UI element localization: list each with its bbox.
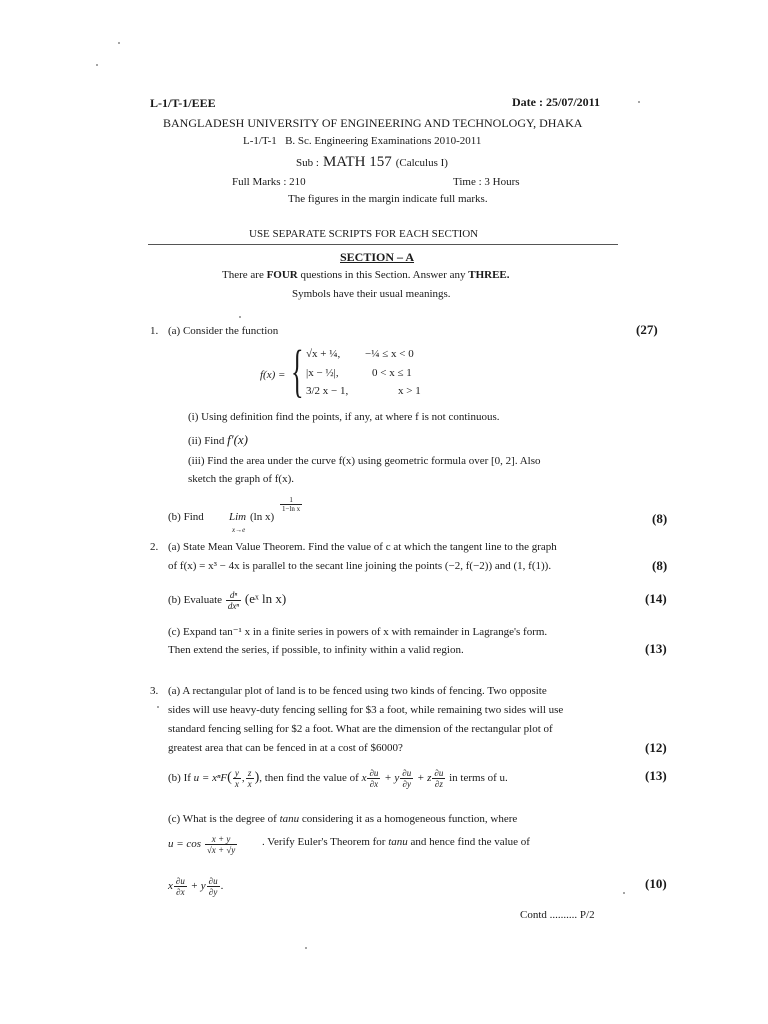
scan-speck [239, 316, 241, 318]
q3c-den: √x + √y [206, 845, 236, 855]
q2b-expr: (eˣ ln x) [244, 591, 287, 607]
q3b-end: in terms of u. [449, 772, 508, 785]
piecewise-case-1 [306, 348, 340, 360]
q3b-f1d: x [234, 779, 239, 789]
exam-time: Time : 3 Hours [453, 176, 520, 188]
q2c-line1: (c) Expand tan⁻¹ x in a finite series in powers of x with remainder in Lagrange's form. [168, 626, 548, 638]
q3c-plus-y: + y [190, 880, 206, 893]
exp-den: 1−ln x [282, 504, 301, 513]
subject-name: (Calculus I) [395, 157, 448, 169]
q3c-dot: . [220, 880, 224, 893]
q3b-d2n: ∂u [402, 768, 412, 778]
q3b-marks: (13) [645, 768, 667, 783]
q3b-d3n: ∂u [434, 768, 444, 778]
q3c-tanu: tanu [279, 813, 300, 825]
symbols-note: Symbols have their usual meanings. [292, 288, 451, 300]
q3c-e2n: ∂u [208, 876, 218, 886]
case3-cond: x > 1 [398, 385, 421, 397]
q3c-verify [262, 836, 530, 848]
scan-speck [96, 64, 98, 66]
q2b-pre: (b) Evaluate [168, 594, 223, 607]
q3b-mid: , then find the value of [259, 772, 359, 785]
scan-speck [638, 101, 640, 103]
full-marks: Full Marks : 210 [232, 176, 306, 188]
q3c-line1 [168, 813, 517, 825]
q2a-line1: (a) State Mean Value Theorem. Find the value of c at which the tangent line to the graph [168, 541, 557, 553]
answer-mid: questions in this Section. Answer any [300, 269, 466, 281]
piecewise-case-3 [306, 385, 348, 397]
q1b-exponent [279, 495, 303, 513]
subject-line [296, 153, 448, 171]
q2c-marks: (13) [645, 641, 667, 656]
q3b-f1n: y [234, 768, 239, 778]
exam-title [243, 135, 481, 147]
q1b-expr: (ln x) [250, 511, 275, 523]
case3-expr: 3/2 x − 1, [306, 385, 349, 397]
question-number: 2. [150, 541, 159, 553]
piecewise-lhs: f(x) = [260, 369, 286, 381]
divider-rule [148, 244, 618, 245]
q2b-num: dⁿ [226, 590, 241, 601]
q3b-d1n: ∂u [369, 768, 379, 778]
q1a-part-i: (i) Using definition find the points, if any, at where f is not continuous. [188, 411, 500, 423]
q3c-e2d: ∂y [208, 887, 218, 897]
q3c-verify-post: and hence find the value of [410, 836, 530, 848]
q3b-plus-y: + y [384, 772, 400, 785]
separate-scripts-note: USE SEPARATE SCRIPTS FOR EACH SECTION [249, 228, 479, 240]
scan-speck [305, 947, 307, 949]
paper-code: L-1/T-1/EEE [150, 96, 216, 110]
question-number: 1. [150, 325, 159, 337]
exp-num: 1 [280, 496, 302, 505]
q3c-pre: (c) What is the degree of [168, 813, 277, 825]
subject-prefix: Sub : [296, 157, 319, 169]
q3b-f2d: x [247, 779, 252, 789]
scan-speck [623, 892, 625, 894]
q3b-u: u = xⁿF [193, 772, 228, 785]
q2a-marks: (8) [652, 558, 668, 573]
q3b-f2n: z [246, 768, 254, 779]
section-title: SECTION – A [340, 250, 415, 264]
q3a-marks: (12) [645, 740, 667, 755]
q3c-x: x [168, 880, 173, 893]
scan-speck [157, 706, 159, 708]
q1b-lim-sub: x→e [232, 526, 246, 534]
q3c-verify-pre: . Verify Euler's Theorem for [262, 836, 386, 848]
q3c-e1n: ∂u [175, 876, 185, 886]
continued-note: Contd .......... P/2 [520, 909, 595, 921]
q3c-euler-expr [168, 876, 223, 897]
margin-note: The figures in the margin indicate full marks. [288, 193, 488, 205]
scan-speck [118, 42, 120, 44]
q3b-x: x [361, 772, 367, 785]
part-ii-expr: f′(x) [227, 432, 249, 447]
q1a-part-iii-line2: sketch the graph of f(x). [188, 473, 294, 485]
exam-rest: B. Sc. Engineering Examinations 2010-2011 [285, 135, 482, 147]
part-ii-pre: (ii) Find [188, 435, 225, 447]
question-number: 3. [150, 685, 159, 697]
q2b-prompt [168, 590, 286, 611]
q3c-post: considering it as a homogeneous function, where [301, 813, 518, 825]
q2a-line2: of f(x) = x³ − 4x is parallel to the secant line joining the points (−2, f(−2)) and (1, f(1)). [168, 560, 552, 572]
q1b-lim: Lim [229, 511, 247, 523]
q1b-marks: (8) [652, 511, 668, 526]
q1b-pre: (b) Find [168, 511, 204, 523]
q1b-prompt [168, 511, 204, 523]
university-name: BANGLADESH UNIVERSITY OF ENGINEERING AND TECHNOLOGY, DHAKA [163, 116, 583, 130]
case1-expr: √x + ¼, [306, 348, 341, 360]
q3b-prompt: (b) If u = xⁿF( $\frac{y}{x}$ , $\frac{z}{x}$ ), then find the value of x $\frac{\partial u}{\partial x}$ + y $\frac{\partial u}{\partial y}$ + z $\frac{\partial u}{\partial z}$ in terms of u. [168, 768, 508, 789]
subject-code: MATH 157 [322, 154, 392, 170]
q2b-den: dxⁿ [227, 601, 240, 611]
case2-cond: 0 < x ≤ 1 [372, 367, 412, 379]
q3c-line2 [168, 834, 238, 855]
q3b-pre: (b) If [168, 772, 191, 785]
q3c-e1d: ∂x [176, 887, 185, 897]
case2-expr: |x − ½|, [306, 367, 339, 379]
case1-cond: −¼ ≤ x < 0 [365, 348, 414, 360]
q3a-line3: standard fencing selling for $2 a foot. What are the dimension of the rectangular plot of [168, 723, 553, 735]
piecewise-case-2 [306, 367, 339, 379]
q3a-line2: sides will use heavy-duty fencing selling for $3 a foot, while remaining two sides will use [168, 704, 564, 716]
q3b-d2d: ∂y [402, 779, 411, 789]
q1a-part-ii [188, 432, 248, 448]
q1a-intro: (a) Consider the function [168, 325, 279, 337]
exam-prefix: L-1/T-1 [243, 135, 277, 147]
q3b-d3d: ∂z [434, 779, 443, 789]
answer-instructions [222, 269, 510, 281]
answer-three: THREE. [468, 269, 510, 281]
answer-four: FOUR [266, 269, 298, 281]
q3c-marks: (10) [645, 876, 667, 891]
answer-pre: There are [222, 269, 264, 281]
q3c-num: x + y [205, 834, 237, 845]
q3c-verify-tanu: tanu [388, 836, 408, 848]
q3a-line1: (a) A rectangular plot of land is to be fenced using two kinds of fencing. Two opposite [168, 685, 547, 697]
piecewise-brace: { [291, 338, 304, 403]
q1a-marks: (27) [636, 322, 658, 337]
q1a-part-iii-line1: (iii) Find the area under the curve f(x) using geometric formula over [0, 2]. Also [188, 455, 541, 467]
q3b-d1d: ∂x [369, 779, 379, 789]
q2c-line2: Then extend the series, if possible, to infinity within a valid region. [168, 644, 464, 656]
q3a-line4: greatest area that can be fenced in at a cost of $6000? [168, 742, 403, 754]
exam-date: Date : 25/07/2011 [512, 95, 600, 109]
q2b-marks: (14) [645, 591, 667, 606]
q3b-plus-z: + z [416, 772, 432, 785]
q3c-u: u = cos [168, 838, 202, 851]
